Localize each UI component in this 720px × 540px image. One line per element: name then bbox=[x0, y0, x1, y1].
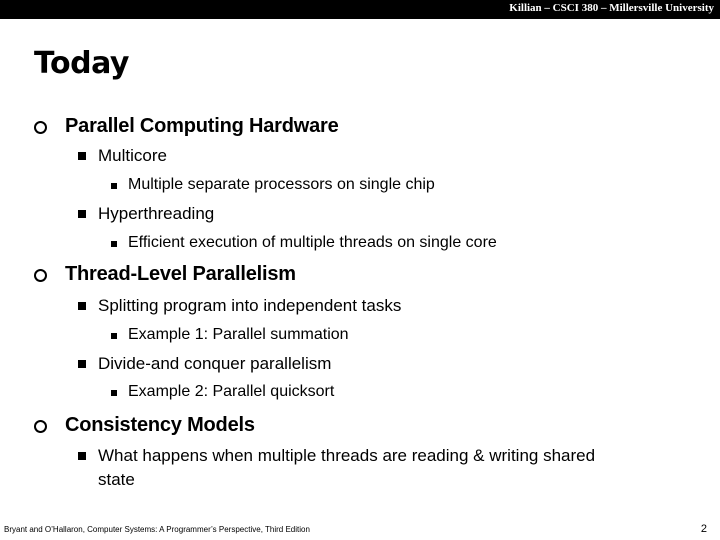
footer-citation: Bryant and O’Hallaron, Computer Systems: A Programmer’s Perspective, Third Edition bbox=[4, 525, 310, 534]
page-number: 2 bbox=[700, 523, 707, 535]
sub-item-example-2: Example 2: Parallel quicksort bbox=[128, 383, 335, 400]
small-square-bullet-icon bbox=[111, 183, 117, 189]
section-bullet-icon bbox=[34, 420, 47, 433]
square-bullet-icon bbox=[78, 360, 86, 368]
list-item-hyperthreading: Hyperthreading bbox=[98, 204, 215, 223]
slide-title: Today bbox=[34, 46, 129, 81]
section-heading-consistency: Consistency Models bbox=[65, 414, 255, 436]
square-bullet-icon bbox=[78, 210, 86, 218]
section-heading-parallel-hardware: Parallel Computing Hardware bbox=[65, 115, 339, 137]
list-item-multicore: Multicore bbox=[98, 146, 167, 165]
square-bullet-icon bbox=[78, 452, 86, 460]
section-bullet-icon bbox=[34, 121, 47, 134]
header-bar bbox=[0, 0, 720, 19]
square-bullet-icon bbox=[78, 152, 86, 160]
section-heading-thread-level: Thread-Level Parallelism bbox=[65, 263, 296, 285]
list-item-continuation: state bbox=[98, 470, 135, 489]
sub-item-example-1: Example 1: Parallel summation bbox=[128, 326, 349, 343]
list-item-splitting-program: Splitting program into independent tasks bbox=[98, 296, 402, 315]
square-bullet-icon bbox=[78, 302, 86, 310]
sub-item-efficient-execution: Efficient execution of multiple threads on single core bbox=[128, 234, 497, 251]
small-square-bullet-icon bbox=[111, 333, 117, 339]
list-item-multiple-threads: What happens when multiple threads are reading & writing shared bbox=[98, 446, 596, 465]
list-item-divide-conquer: Divide-and conquer parallelism bbox=[98, 354, 332, 373]
header-course-info: Killian – CSCI 380 – Millersville University bbox=[509, 2, 714, 14]
section-bullet-icon bbox=[34, 269, 47, 282]
sub-item-multiple-processors: Multiple separate processors on single chip bbox=[128, 176, 435, 193]
small-square-bullet-icon bbox=[111, 241, 117, 247]
small-square-bullet-icon bbox=[111, 390, 117, 396]
